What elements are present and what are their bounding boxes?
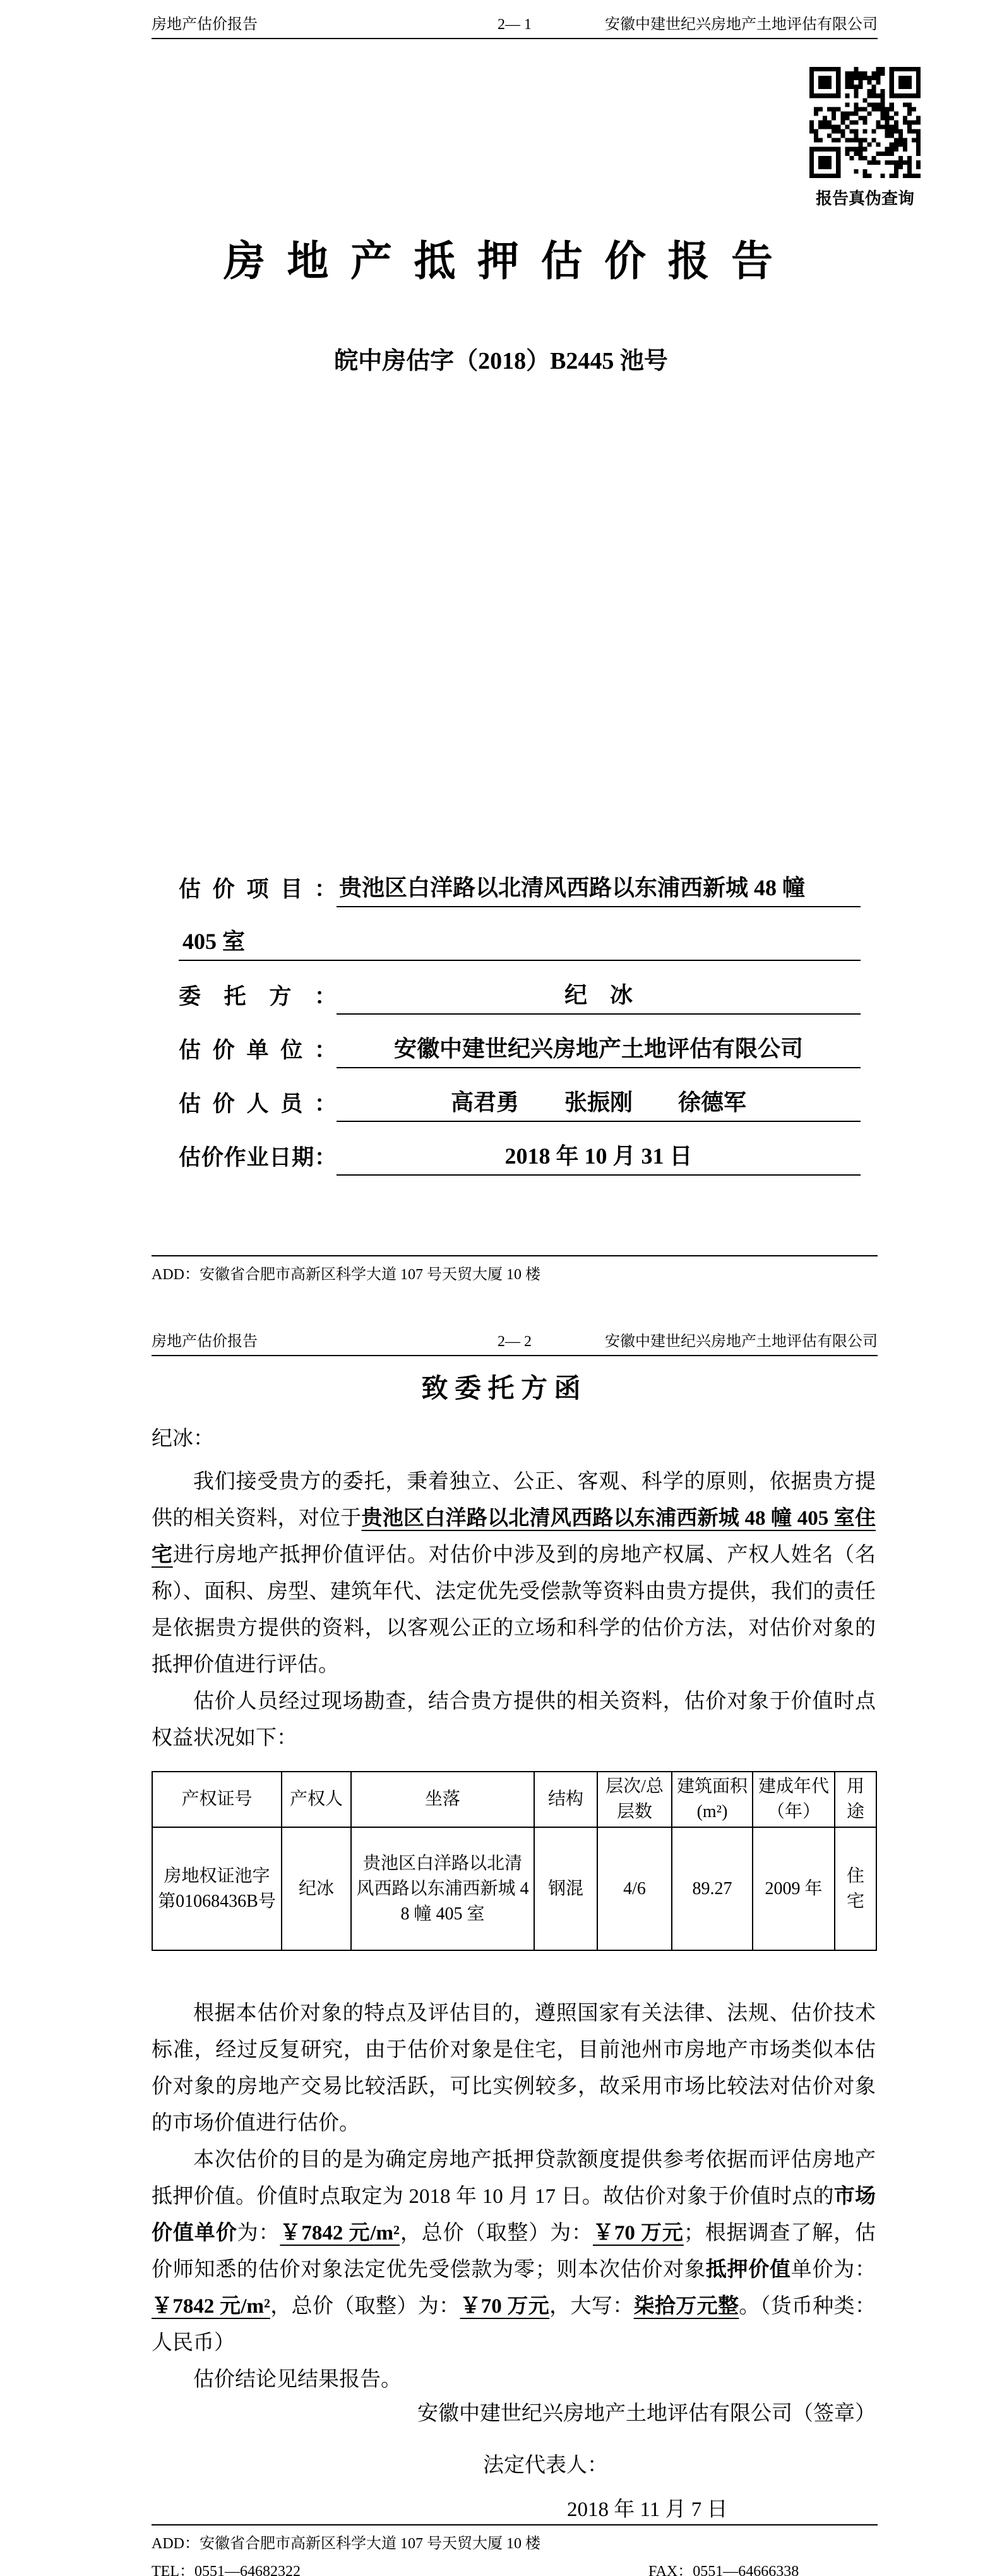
col-header-floor: 层次/总层数 bbox=[597, 1772, 672, 1827]
footer-fax: FAX：0551—64666338 bbox=[648, 2563, 799, 2576]
cover-form bbox=[179, 854, 861, 1176]
qr-caption: 报告真伪查询 bbox=[815, 189, 914, 208]
header-page-number: 2— 1 bbox=[498, 16, 532, 33]
col-header-area: 建筑面积(m²) bbox=[672, 1772, 753, 1827]
col-header-location: 坐落 bbox=[351, 1772, 534, 1827]
cell-floor: 4/6 bbox=[597, 1827, 672, 1950]
page-header bbox=[152, 1328, 878, 1351]
cell-location: 贵池区白洋路以北清风西路以东浦西新城 48 幢 405 室 bbox=[351, 1827, 534, 1950]
footer-tel: TEL：0551—64682322 bbox=[152, 2563, 301, 2576]
page-2-letter bbox=[0, 1288, 1002, 2576]
col-header-use: 用途 bbox=[835, 1772, 876, 1827]
staff-value: 高君勇 张振刚 徐德军 bbox=[337, 1085, 861, 1122]
footer-contact-row bbox=[152, 2558, 878, 2576]
property-rights-table bbox=[152, 1771, 877, 1951]
project-value-line1: 贵池区白洋路以北清风西路以东浦西新城 48 幢 bbox=[337, 870, 861, 907]
signature-date: 2018 年 11 月 7 日 bbox=[567, 2498, 728, 2521]
form-row-staff bbox=[179, 1068, 861, 1122]
qr-code bbox=[809, 67, 921, 178]
footer-rule bbox=[152, 1255, 878, 1256]
report-number: 皖中房估字（2018）B2445 池号 bbox=[334, 348, 668, 374]
col-header-owner: 产权人 bbox=[282, 1772, 351, 1827]
form-row-date bbox=[179, 1122, 861, 1176]
staff-label: 估价人员： bbox=[179, 1092, 337, 1116]
col-header-year: 建成年代（年） bbox=[753, 1772, 835, 1827]
signature-legal-rep: 法定代表人： bbox=[483, 2454, 608, 2477]
page-footer bbox=[152, 2531, 878, 2576]
header-rule bbox=[152, 38, 878, 39]
project-value-line2: 405 室 bbox=[179, 924, 861, 961]
work-date-value: 2018 年 10 月 31 日 bbox=[337, 1138, 861, 1176]
letter-salutation: 纪冰： bbox=[152, 1428, 214, 1450]
work-date-label: 估价作业日期： bbox=[179, 1145, 337, 1170]
page-header bbox=[152, 11, 878, 33]
letter-paragraph-1: 我们接受贵方的委托，秉着独立、公正、客观、科学的原则，依据贵方提供的相关资料，对位于贵池区白洋路以北清风西路以东浦西新城 48 幢 405 室住宅进行房地产抵押价值评估。对估价中涉及到的房地产权属、产权人姓名（名称）、面积、房型、建筑年代、法定优先受偿款等资料由贵方提供，我们的责任是依据贵方提供的资料，以客观公正的立场和科学的估价方法，对估价对象的抵押价值进行评估。 bbox=[152, 1470, 876, 1676]
letter-body-top bbox=[152, 1464, 876, 1756]
agency-value: 安徽中建世纪兴房地产土地评估有限公司 bbox=[337, 1031, 861, 1068]
letter-paragraph-4: 本次估价的目的是为确定房地产抵押贷款额度提供参考依据而评估房地产抵押价值。价值时点取定为 2018 年 10 月 17 日。故估价对象于价值时点的市场价值单价为：￥7842 元/m²，总价（取整）为：￥70 万元；根据调查了解，估价师知悉的估价对象法定优先受偿款为零；则本次估价对象抵押价值单价为：￥7842 元/m²，总价（取整）为：￥70 万元，大写：柒拾万元整。（货币种类：人民币） bbox=[152, 2149, 876, 2354]
col-header-structure: 结构 bbox=[534, 1772, 597, 1827]
footer-rule bbox=[152, 2524, 878, 2525]
report-title: 房 地 产 抵 押 估 价 报 告 bbox=[224, 239, 778, 285]
form-row-client bbox=[179, 961, 861, 1015]
cell-structure: 钢混 bbox=[534, 1827, 597, 1950]
qr-block bbox=[809, 67, 921, 209]
letter-paragraph-3: 根据本估价对象的特点及评估目的，遵照国家有关法律、法规、估价技术标准，经过反复研究，由于估价对象是住宅，目前池州市房地产市场类似本估价对象的房地产交易比较活跃，可比实例较多，故采用市场比较法对估价对象的市场价值进行估价。 bbox=[152, 2002, 876, 2135]
letter-body-bottom bbox=[152, 1995, 876, 2398]
form-row-project bbox=[179, 854, 861, 907]
letter-paragraph-5: 估价结论见结果报告。 bbox=[193, 2368, 402, 2391]
signature-company: 安徽中建世纪兴房地产土地评估有限公司（签章） bbox=[417, 2402, 876, 2425]
cell-use: 住宅 bbox=[835, 1827, 876, 1950]
footer-address: ADD：安徽省合肥市高新区科学大道 107 号天贸大厦 10 楼 bbox=[152, 1267, 540, 1283]
header-doc-type: 房地产估价报告 bbox=[152, 16, 258, 33]
header-company-name: 安徽中建世纪兴房地产土地评估有限公司 bbox=[605, 16, 878, 33]
project-label: 估价项目： bbox=[179, 877, 337, 902]
cell-owner: 纪冰 bbox=[282, 1827, 351, 1950]
header-rule bbox=[152, 1355, 878, 1356]
form-row-project-cont bbox=[179, 907, 861, 961]
header-doc-type: 房地产估价报告 bbox=[152, 1333, 258, 1350]
table-row bbox=[152, 1827, 876, 1950]
header-page-number: 2— 2 bbox=[498, 1333, 532, 1350]
client-label: 委托方： bbox=[179, 984, 337, 1009]
cell-area: 89.27 bbox=[672, 1827, 753, 1950]
cell-cert-no: 房地权证池字第01068436B号 bbox=[152, 1827, 282, 1950]
cell-year: 2009 年 bbox=[753, 1827, 835, 1950]
letter-title: 致 委 托 方 函 bbox=[421, 1374, 581, 1404]
form-row-agency bbox=[179, 1015, 861, 1068]
header-company-name: 安徽中建世纪兴房地产土地评估有限公司 bbox=[605, 1333, 878, 1350]
letter-paragraph-2: 估价人员经过现场勘查，结合贵方提供的相关资料，估价对象于价值时点权益状况如下： bbox=[152, 1690, 876, 1750]
footer-address: ADD：安徽省合肥市高新区科学大道 107 号天贸大厦 10 楼 bbox=[152, 2536, 540, 2552]
table-header-row bbox=[152, 1772, 876, 1827]
client-value: 纪 冰 bbox=[337, 977, 861, 1015]
col-header-cert-no: 产权证号 bbox=[152, 1772, 282, 1827]
agency-label: 估价单位： bbox=[179, 1038, 337, 1063]
